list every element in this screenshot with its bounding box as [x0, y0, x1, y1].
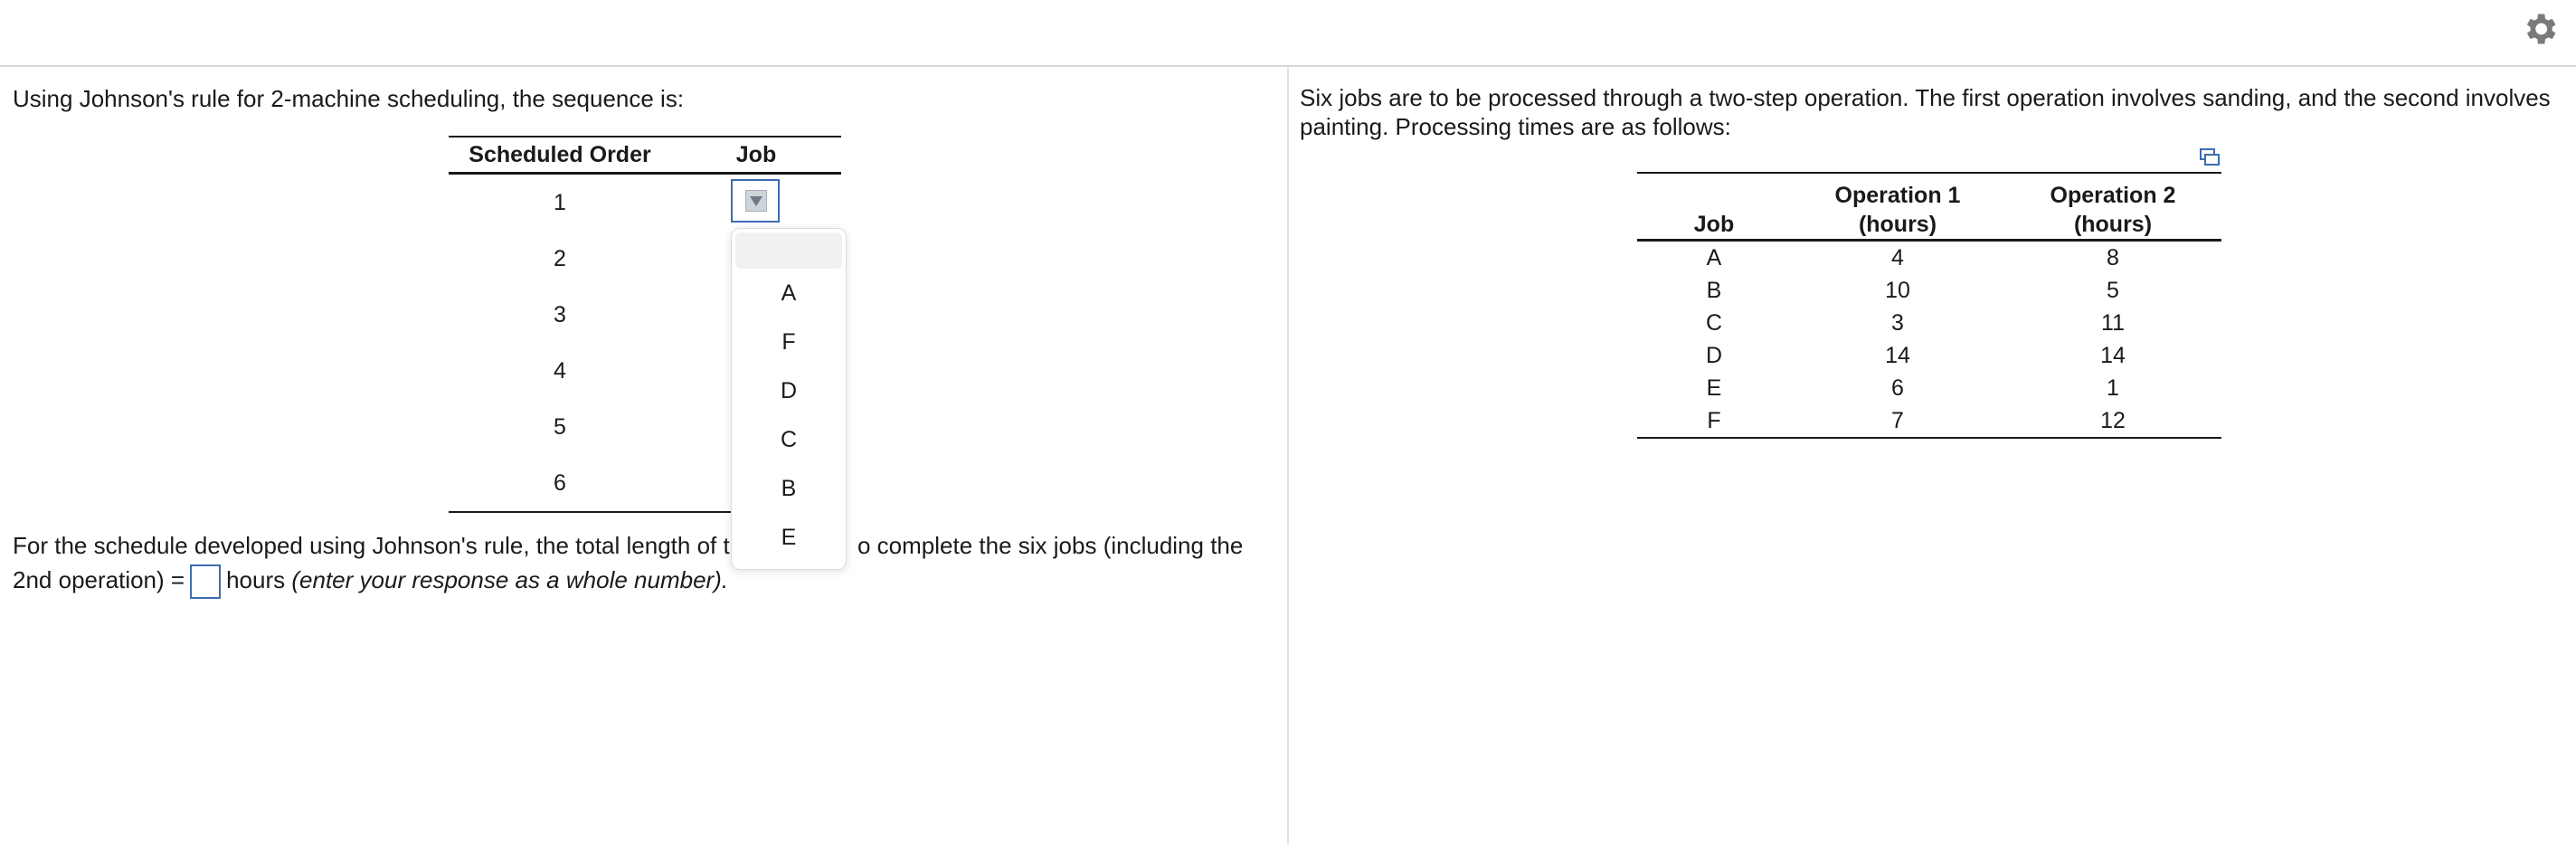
op2-cell: 1 — [2107, 375, 2119, 401]
table-row — [1637, 339, 2221, 372]
table-row — [1637, 274, 2221, 307]
ops-header-operation-1: Operation 1 (hours) — [1834, 183, 1961, 237]
schedule-header-job: Job — [735, 141, 777, 167]
top-toolbar — [0, 0, 2576, 67]
table-row — [1637, 241, 2221, 275]
total-hours-input[interactable] — [190, 564, 221, 599]
op2-cell: 12 — [2100, 407, 2126, 433]
op2-cell: 8 — [2107, 244, 2119, 270]
dropdown-option[interactable]: D — [780, 378, 798, 403]
dropdown-option[interactable]: E — [781, 525, 797, 550]
schedule-order-cell: 1 — [554, 189, 566, 215]
pane-divider — [1287, 67, 1289, 844]
copy-icon[interactable] — [2200, 148, 2220, 166]
op2-cell: 14 — [2100, 342, 2126, 368]
op2-cell: 11 — [2101, 309, 2125, 336]
dropdown-option[interactable]: A — [781, 280, 797, 306]
schedule-header-order: Scheduled Order — [469, 141, 651, 167]
dropdown-option[interactable]: F — [781, 329, 796, 355]
job-cell: F — [1707, 407, 1721, 433]
job-dropdown-menu — [731, 228, 847, 570]
job-cell: E — [1706, 375, 1722, 401]
op1-cell: 14 — [1885, 342, 1910, 368]
dropdown-empty-option[interactable] — [735, 232, 842, 269]
schedule-order-cell: 6 — [554, 469, 566, 496]
op1-cell: 4 — [1891, 244, 1904, 270]
length-text-suffix: o complete the six jobs (including the — [857, 532, 1244, 559]
table-row — [1637, 307, 2221, 339]
processing-times-table — [1637, 172, 2221, 439]
op2-cell: 5 — [2107, 277, 2119, 303]
op1-cell: 3 — [1891, 309, 1904, 336]
table-row — [1637, 404, 2221, 438]
job-1-select[interactable] — [731, 179, 780, 223]
schedule-order-cell: 4 — [554, 357, 566, 384]
op1-cell: 10 — [1885, 277, 1910, 303]
length-hint: (enter your response as a whole number). — [291, 566, 729, 593]
length-line2-prefix: 2nd operation) = — [13, 566, 185, 593]
problem-intro: Six jobs are to be processed through a two-step operation. The first operation involves sanding, and the second involves painting. Processing times are as follows: — [1300, 84, 2551, 140]
op1-cell: 7 — [1891, 407, 1904, 433]
job-cell: D — [1705, 342, 1723, 368]
table-row — [1637, 372, 2221, 404]
schedule-order-cell: 2 — [554, 245, 566, 271]
schedule-order-cell: 5 — [554, 413, 566, 440]
ops-header-operation-2: Operation 2 (hours) — [2050, 183, 2176, 237]
job-cell: C — [1705, 309, 1723, 336]
gear-icon[interactable] — [2520, 9, 2560, 49]
schedule-order-cell: 3 — [554, 301, 566, 327]
dropdown-option[interactable]: C — [780, 427, 798, 452]
chevron-down-icon[interactable] — [745, 190, 767, 212]
schedule-length-question — [13, 528, 1270, 599]
op1-cell: 6 — [1891, 375, 1904, 401]
job-cell: A — [1706, 244, 1722, 270]
length-line-2 — [13, 563, 1270, 599]
dropdown-option[interactable]: B — [781, 476, 797, 501]
length-unit: hours — [226, 566, 286, 593]
ops-header-job: Job — [1693, 212, 1735, 237]
length-line-1 — [13, 528, 1270, 563]
question-prompt: Using Johnson's rule for 2-machine scheduling, the sequence is: — [13, 85, 685, 112]
job-cell: B — [1706, 277, 1722, 303]
length-text-prefix: For the schedule developed using Johnson's rule, the total length of t — [13, 532, 730, 559]
